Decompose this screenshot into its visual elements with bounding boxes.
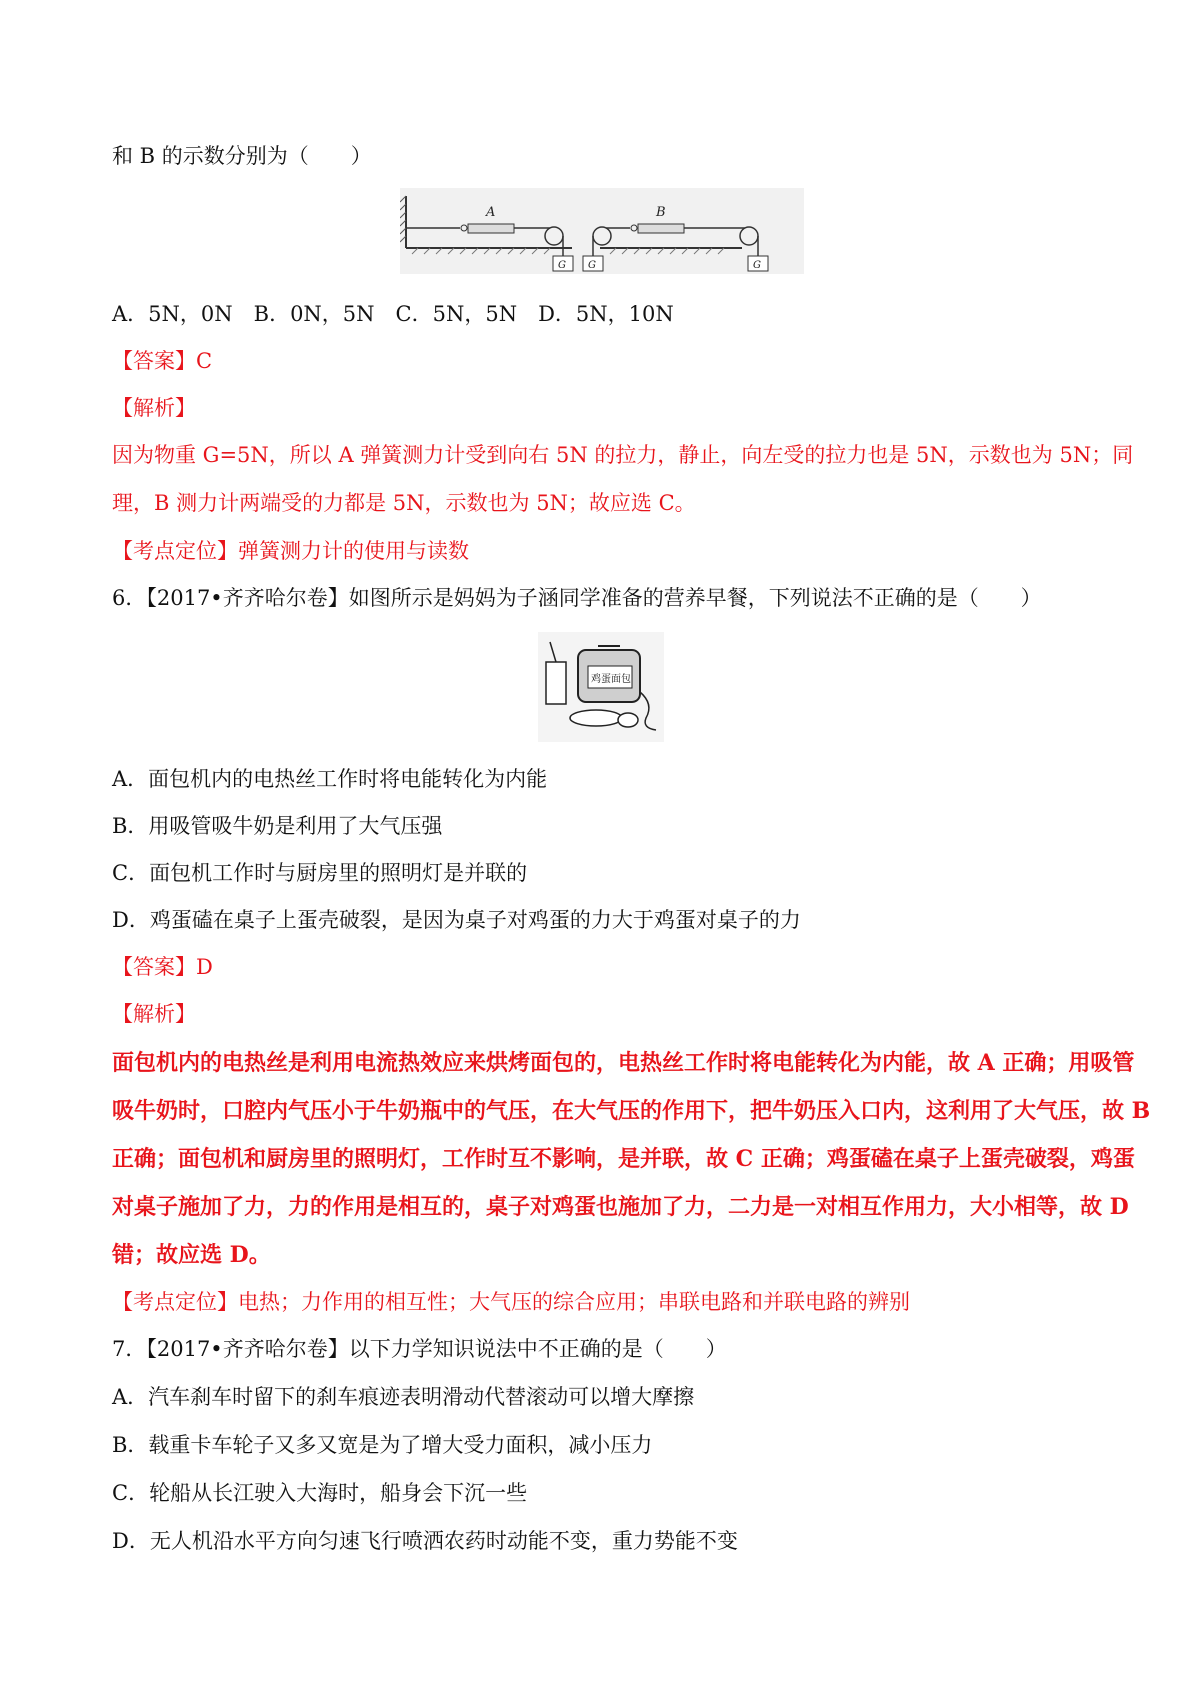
q6-analysis-line-3: 正确；面包机和厨房里的照明灯，工作时互不影响，是并联，故 C 正确；鸡蛋磕在桌子上蛋壳破裂，鸡蛋	[112, 1146, 1135, 1172]
balance-b-label: B	[656, 205, 666, 220]
q7-stem: 7．【2017•齐齐哈尔卷】以下力学知识说法中不正确的是（ ）	[112, 1337, 727, 1361]
q6-analysis-line-4: 对桌子施加了力，力的作用是相互的，桌子对鸡蛋也施加了力，二力是一对相互作用力，大小相等，故 D	[112, 1194, 1129, 1220]
q5-options: A．5N，0N B．0N，5N C．5N，5N D．5N，10N	[112, 302, 674, 326]
q7-option-a: A．汽车刹车时留下的刹车痕迹表明滑动代替滚动可以增大摩擦	[112, 1385, 695, 1409]
q6-option-d: D．鸡蛋磕在桌子上蛋壳破裂，是因为桌子对鸡蛋的力大于鸡蛋对桌子的力	[112, 908, 801, 932]
q6-answer: 【答案】D	[112, 955, 213, 979]
q6-option-c: C．面包机工作时与厨房里的照明灯是并联的	[112, 861, 528, 885]
q6-analysis-line-5: 错；故应选 D。	[112, 1242, 271, 1268]
q6-stem: 6．【2017•齐齐哈尔卷】如图所示是妈妈为子涵同学准备的营养早餐，下列说法不正确的是（ ）	[112, 586, 1042, 610]
q5-analysis-line-1: 因为物重 G=5N，所以 A 弹簧测力计受到向右 5N 的拉力，静止，向左受的拉力也是 5N，示数也为 5N；同	[112, 443, 1134, 467]
q5-stem-tail: 和 B 的示数分别为（ ）	[112, 144, 372, 168]
toaster-label: 鸡蛋面包	[591, 674, 631, 685]
q7-option-d: D．无人机沿水平方向匀速飞行喷洒农药时动能不变，重力势能不变	[112, 1529, 738, 1553]
spring-balance-diagram	[400, 188, 804, 274]
q6-analysis-line-2: 吸牛奶时，口腔内气压小于牛奶瓶中的气压，在大气压的作用下，把牛奶压入口内，这利用了大气压，故 B	[112, 1098, 1151, 1124]
breakfast-illustration	[538, 632, 664, 742]
q7-option-b: B．载重卡车轮子又多又宽是为了增大受力面积，减小压力	[112, 1433, 653, 1457]
q6-option-b: B．用吸管吸牛奶是利用了大气压强	[112, 814, 443, 838]
weight-label-2: G	[588, 260, 596, 271]
q5-answer: 【答案】C	[112, 349, 213, 373]
spring-balance-figure	[400, 188, 804, 274]
q6-analysis-heading: 【解析】	[112, 1002, 196, 1026]
q5-analysis-line-2: 理，B 测力计两端受的力都是 5N，示数也为 5N；故应选 C。	[112, 491, 696, 515]
q6-keypoint: 【考点定位】电热；力作用的相互性；大气压的综合应用；串联电路和并联电路的辨别	[112, 1290, 910, 1314]
weight-label-1: G	[558, 260, 566, 271]
q6-option-a: A．面包机内的电热丝工作时将电能转化为内能	[112, 767, 548, 791]
weight-label-3: G	[753, 260, 761, 271]
q6-analysis-line-1: 面包机内的电热丝是利用电流热效应来烘烤面包的，电热丝工作时将电能转化为内能，故 A 正确；用吸管	[112, 1050, 1135, 1076]
q7-option-c: C．轮船从长江驶入大海时，船身会下沉一些	[112, 1481, 528, 1505]
breakfast-figure	[538, 632, 664, 742]
q5-keypoint: 【考点定位】弹簧测力计的使用与读数	[112, 539, 469, 563]
q5-analysis-heading: 【解析】	[112, 396, 196, 420]
balance-a-label: A	[486, 205, 496, 220]
